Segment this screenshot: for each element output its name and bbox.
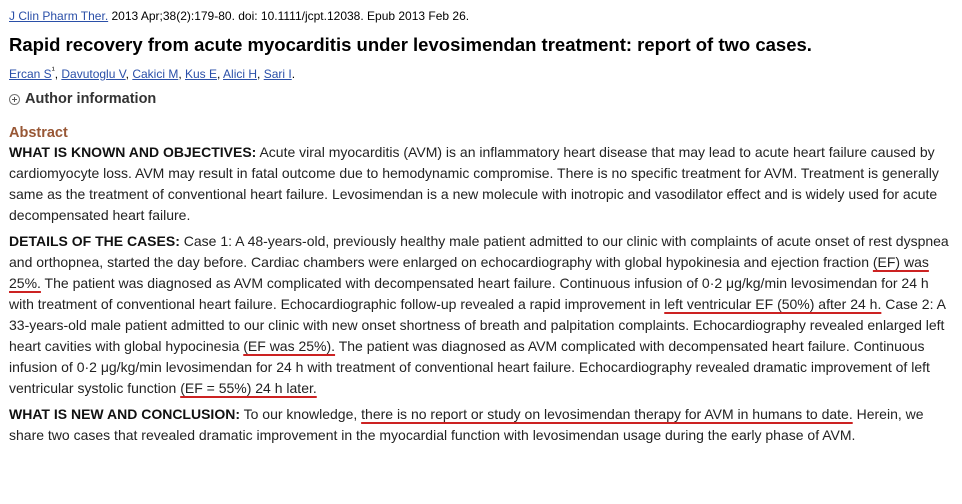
section-text: Acute viral myocarditis (AVM) is an inflammatory heart disease that may lead to acute heart failure caused by cardiomyocyte loss. AVM may result in fatal outcome due to hemodynamic compromise. There is no specific treatment for AVM. Treatment is generally same as the treatment of conventional heart failure. Levosimendan is a new molecule with inotropic and vasodilator effect and is widely used for acute decompensated heart failure. bbox=[9, 144, 939, 223]
author-affiliation-mark: ¹ bbox=[51, 65, 55, 75]
annotated-phrase: (EF was 25%). bbox=[243, 338, 336, 354]
abstract-heading: Abstract bbox=[9, 125, 68, 141]
author-link[interactable]: Ercan S bbox=[9, 67, 52, 81]
section-label: DETAILS OF THE CASES: bbox=[9, 233, 180, 249]
section-text: Case 1: A 48-years-old, previously healthy male patient admitted to our clinic with complaints of acute onset of rest dyspnea and orthopnea, started the day before. Cardiac chambers were enlarged on echocardiography with global hypokinesia and ejection fraction bbox=[9, 233, 949, 270]
abstract-new-conclusion bbox=[9, 404, 953, 446]
annotated-phrase: (EF) was 25%. bbox=[9, 254, 929, 291]
article-title: Rapid recovery from acute myocarditis under levosimendan treatment: report of two cases. bbox=[9, 34, 812, 55]
citation-line bbox=[9, 8, 953, 24]
section-text: Herein, we share two cases that revealed dramatic improvement in the myocardial function with levosimendan usage during the early phase of AVM. bbox=[9, 406, 924, 443]
annotated-phrase: (EF = 55%) 24 h later. bbox=[180, 380, 317, 396]
author-information-toggle[interactable] bbox=[9, 90, 953, 108]
annotated-phrase: left ventricular EF (50%) after 24 h. bbox=[664, 296, 882, 312]
author-list: Ercan $S^{^1}$, Davutoglu V, Cakici M, Kus E, Alici H, Sari I. bbox=[9, 65, 296, 81]
author-link[interactable]: Cakici M bbox=[132, 67, 179, 81]
abstract-case-details bbox=[9, 231, 953, 399]
section-text: To our knowledge, bbox=[239, 406, 362, 422]
article-page bbox=[9, 8, 953, 446]
citation-details: 2013 Apr;38(2):179-80. doi: 10.1111/jcpt.12038. Epub 2013 Feb 26. bbox=[108, 9, 470, 23]
annotated-phrase: there is no report or study on levosimendan therapy for AVM in humans to date. bbox=[361, 406, 853, 422]
section-text: Case 2: A 33-years-old male patient admitted to our clinic with new onset shortness of breath and palpitation complaints. Echocardiography revealed enlarged left heart cavities with global hypocinesia bbox=[9, 296, 946, 354]
author-link[interactable]: Sari I bbox=[263, 67, 292, 81]
section-text: The patient was diagnosed as AVM complicated with decompensated heart failure. Continuous infusion of 0·2 μg/kg/min levosimendan for 24 h with treatment of conventional heart failure. Echocardiographic follow-up revealed a rapid improvement in bbox=[9, 275, 929, 312]
section-label: WHAT IS KNOWN AND OBJECTIVES: bbox=[9, 144, 257, 160]
section-label: WHAT IS NEW AND CONCLUSION: bbox=[9, 406, 240, 422]
abstract-known-objectives bbox=[9, 142, 953, 226]
author-link[interactable]: Alici H bbox=[223, 67, 258, 81]
author-link[interactable]: Davutoglu V bbox=[61, 67, 126, 81]
section-text: The patient was diagnosed as AVM complicated with decompensated heart failure. Continuous infusion of 0·2 μg/kg/min levosimendan for 24 h with treatment of conventional heart failure. Echocardiography revealed dramatic improvement of left ventricular systolic function bbox=[9, 338, 930, 396]
plus-circle-icon[interactable] bbox=[9, 94, 20, 105]
author-information-label: Author information bbox=[25, 91, 157, 107]
journal-link[interactable]: J Clin Pharm Ther. bbox=[9, 9, 109, 23]
author-link[interactable]: Kus E bbox=[185, 67, 218, 81]
